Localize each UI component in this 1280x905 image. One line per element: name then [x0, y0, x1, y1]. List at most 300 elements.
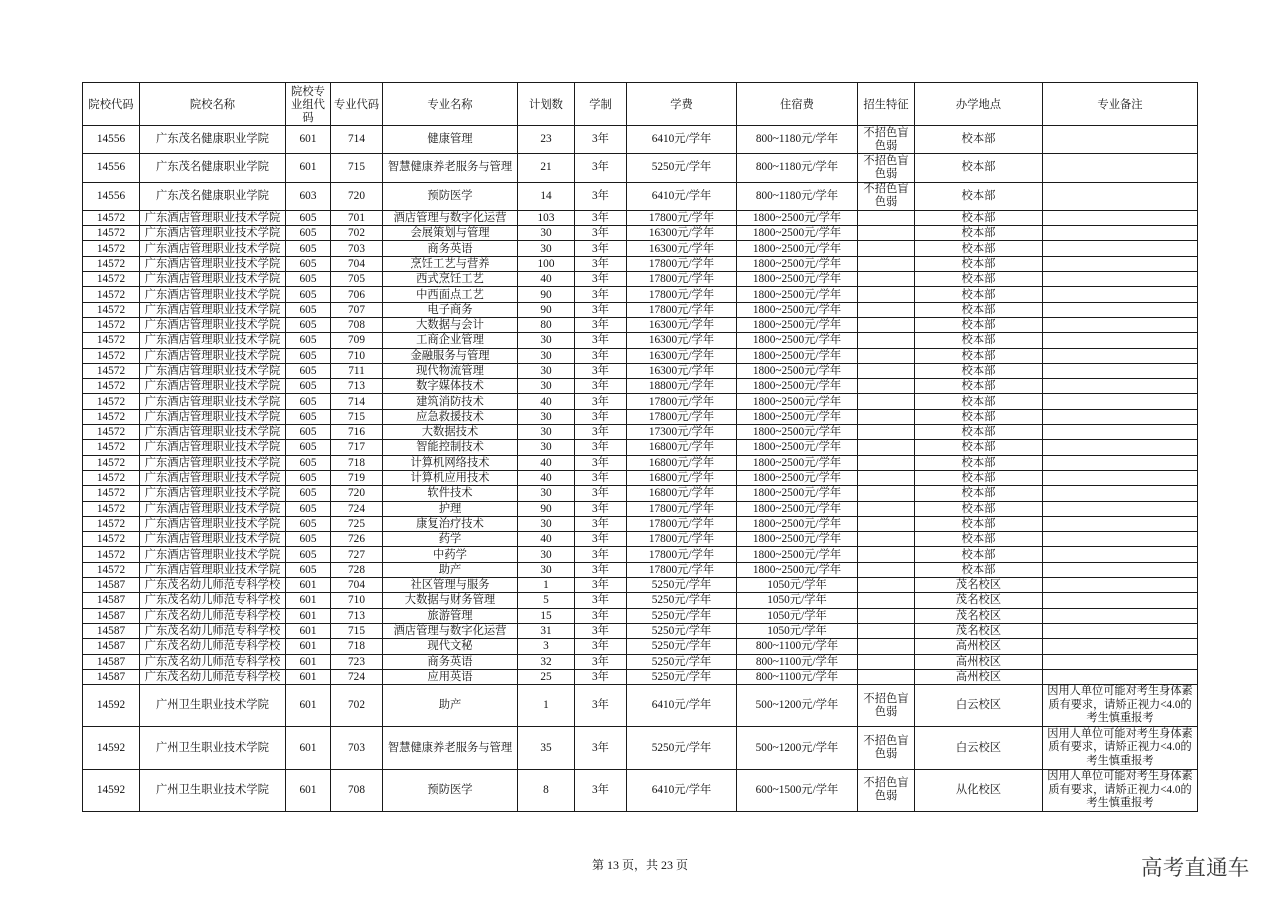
cell-remark [1043, 333, 1198, 348]
cell-tuition: 17800元/学年 [627, 562, 737, 577]
cell-plan-count: 30 [518, 547, 575, 562]
cell-plan-count: 3 [518, 639, 575, 654]
cell-duration: 3年 [575, 126, 627, 154]
cell-tuition: 17800元/学年 [627, 302, 737, 317]
cell-remark [1043, 409, 1198, 424]
cell-campus: 高州校区 [915, 654, 1043, 669]
cell-school-code: 14572 [83, 241, 140, 256]
cell-tuition: 6410元/学年 [627, 182, 737, 210]
cell-duration: 3年 [575, 302, 627, 317]
cell-enrollment-feature [858, 578, 915, 593]
cell-enrollment-feature [858, 516, 915, 531]
cell-school-name: 广东茂名幼儿师范专科学校 [140, 578, 286, 593]
cell-major-code: 724 [331, 501, 383, 516]
cell-enrollment-feature [858, 210, 915, 225]
table-row [83, 623, 1198, 638]
cell-school-name: 广东酒店管理职业技术学院 [140, 333, 286, 348]
cell-accommodation: 1800~2500元/学年 [737, 210, 858, 225]
table-row [83, 226, 1198, 241]
table-row [83, 272, 1198, 287]
cell-duration: 3年 [575, 685, 627, 727]
cell-major-code: 725 [331, 516, 383, 531]
cell-major-code: 702 [331, 685, 383, 727]
cell-school-name: 广东酒店管理职业技术学院 [140, 363, 286, 378]
cell-duration: 3年 [575, 639, 627, 654]
cell-group-code: 605 [286, 226, 331, 241]
cell-major-name: 现代文秘 [383, 639, 518, 654]
cell-enrollment-feature [858, 379, 915, 394]
cell-plan-count: 103 [518, 210, 575, 225]
cell-enrollment-feature [858, 562, 915, 577]
cell-school-code: 14572 [83, 256, 140, 271]
cell-plan-count: 90 [518, 501, 575, 516]
cell-accommodation: 1800~2500元/学年 [737, 501, 858, 516]
cell-group-code: 605 [286, 409, 331, 424]
cell-campus: 校本部 [915, 516, 1043, 531]
cell-accommodation: 1800~2500元/学年 [737, 409, 858, 424]
cell-plan-count: 8 [518, 769, 575, 811]
cell-tuition: 5250元/学年 [627, 654, 737, 669]
cell-major-code: 710 [331, 593, 383, 608]
cell-major-code: 714 [331, 126, 383, 154]
cell-remark [1043, 379, 1198, 394]
cell-duration: 3年 [575, 409, 627, 424]
cell-school-code: 14572 [83, 287, 140, 302]
cell-accommodation: 1800~2500元/学年 [737, 226, 858, 241]
cell-duration: 3年 [575, 578, 627, 593]
table-row [83, 639, 1198, 654]
cell-remark [1043, 126, 1198, 154]
cell-major-name: 应用英语 [383, 669, 518, 684]
page-number: 第 13 页，共 23 页 [591, 858, 688, 872]
cell-group-code: 605 [286, 455, 331, 470]
cell-duration: 3年 [575, 317, 627, 332]
cell-school-code: 14572 [83, 501, 140, 516]
cell-duration: 3年 [575, 348, 627, 363]
cell-accommodation: 1800~2500元/学年 [737, 562, 858, 577]
cell-major-code: 718 [331, 639, 383, 654]
table-row [83, 593, 1198, 608]
cell-school-code: 14587 [83, 639, 140, 654]
table-row [83, 578, 1198, 593]
cell-enrollment-feature [858, 302, 915, 317]
table-row [83, 532, 1198, 547]
cell-accommodation: 1800~2500元/学年 [737, 547, 858, 562]
cell-tuition: 18800元/学年 [627, 379, 737, 394]
cell-campus: 校本部 [915, 272, 1043, 287]
cell-tuition: 5250元/学年 [627, 727, 737, 769]
cell-tuition: 5250元/学年 [627, 669, 737, 684]
table-row [83, 348, 1198, 363]
cell-enrollment-feature: 不招色盲色弱 [858, 126, 915, 154]
cell-plan-count: 30 [518, 363, 575, 378]
header-accommodation: 住宿费 [737, 83, 858, 126]
cell-accommodation: 1050元/学年 [737, 593, 858, 608]
cell-plan-count: 30 [518, 562, 575, 577]
cell-school-name: 广东酒店管理职业技术学院 [140, 226, 286, 241]
cell-group-code: 601 [286, 727, 331, 769]
cell-enrollment-feature [858, 532, 915, 547]
cell-major-name: 智慧健康养老服务与管理 [383, 727, 518, 769]
cell-enrollment-feature [858, 425, 915, 440]
cell-plan-count: 21 [518, 154, 575, 182]
cell-remark [1043, 486, 1198, 501]
cell-school-name: 广东酒店管理职业技术学院 [140, 241, 286, 256]
table-row [83, 256, 1198, 271]
cell-major-name: 酒店管理与数字化运营 [383, 623, 518, 638]
cell-major-code: 711 [331, 363, 383, 378]
cell-major-name: 中药学 [383, 547, 518, 562]
cell-enrollment-feature [858, 623, 915, 638]
cell-accommodation: 600~1500元/学年 [737, 769, 858, 811]
cell-duration: 3年 [575, 154, 627, 182]
cell-group-code: 605 [286, 317, 331, 332]
cell-plan-count: 14 [518, 182, 575, 210]
cell-enrollment-feature [858, 547, 915, 562]
cell-enrollment-feature: 不招色盲色弱 [858, 727, 915, 769]
cell-major-name: 计算机应用技术 [383, 470, 518, 485]
cell-accommodation: 1800~2500元/学年 [737, 272, 858, 287]
cell-campus: 校本部 [915, 182, 1043, 210]
cell-tuition: 16800元/学年 [627, 486, 737, 501]
cell-enrollment-feature [858, 241, 915, 256]
cell-plan-count: 40 [518, 532, 575, 547]
cell-accommodation: 1800~2500元/学年 [737, 486, 858, 501]
cell-accommodation: 1800~2500元/学年 [737, 425, 858, 440]
cell-major-code: 723 [331, 654, 383, 669]
cell-remark [1043, 623, 1198, 638]
cell-school-name: 广东酒店管理职业技术学院 [140, 348, 286, 363]
cell-major-name: 预防医学 [383, 769, 518, 811]
cell-duration: 3年 [575, 455, 627, 470]
cell-major-name: 现代物流管理 [383, 363, 518, 378]
table-row [83, 126, 1198, 154]
cell-tuition: 16800元/学年 [627, 455, 737, 470]
table-row [83, 287, 1198, 302]
cell-plan-count: 90 [518, 287, 575, 302]
cell-campus: 校本部 [915, 302, 1043, 317]
cell-school-name: 广东酒店管理职业技术学院 [140, 501, 286, 516]
cell-plan-count: 30 [518, 379, 575, 394]
cell-accommodation: 800~1180元/学年 [737, 154, 858, 182]
cell-school-name: 广东酒店管理职业技术学院 [140, 379, 286, 394]
cell-duration: 3年 [575, 562, 627, 577]
cell-school-code: 14572 [83, 562, 140, 577]
cell-school-code: 14572 [83, 333, 140, 348]
cell-school-code: 14572 [83, 440, 140, 455]
cell-plan-count: 5 [518, 593, 575, 608]
cell-school-name: 广东茂名幼儿师范专科学校 [140, 639, 286, 654]
cell-group-code: 605 [286, 333, 331, 348]
cell-remark [1043, 302, 1198, 317]
cell-school-code: 14556 [83, 182, 140, 210]
cell-remark [1043, 182, 1198, 210]
cell-enrollment-feature [858, 226, 915, 241]
cell-enrollment-feature [858, 348, 915, 363]
cell-tuition: 16800元/学年 [627, 470, 737, 485]
cell-school-name: 广东酒店管理职业技术学院 [140, 409, 286, 424]
cell-major-name: 电子商务 [383, 302, 518, 317]
cell-plan-count: 40 [518, 394, 575, 409]
cell-school-code: 14587 [83, 669, 140, 684]
cell-school-code: 14572 [83, 210, 140, 225]
table-row [83, 317, 1198, 332]
cell-major-code: 720 [331, 182, 383, 210]
cell-major-code: 708 [331, 317, 383, 332]
cell-accommodation: 800~1100元/学年 [737, 639, 858, 654]
cell-campus: 校本部 [915, 287, 1043, 302]
cell-group-code: 605 [286, 256, 331, 271]
cell-group-code: 605 [286, 486, 331, 501]
header-duration: 学制 [575, 83, 627, 126]
cell-accommodation: 1050元/学年 [737, 578, 858, 593]
cell-plan-count: 25 [518, 669, 575, 684]
cell-tuition: 17800元/学年 [627, 501, 737, 516]
cell-school-name: 广东酒店管理职业技术学院 [140, 532, 286, 547]
cell-tuition: 6410元/学年 [627, 126, 737, 154]
cell-tuition: 17300元/学年 [627, 425, 737, 440]
cell-group-code: 605 [286, 562, 331, 577]
cell-campus: 校本部 [915, 425, 1043, 440]
cell-accommodation: 800~1180元/学年 [737, 126, 858, 154]
cell-major-name: 大数据与财务管理 [383, 593, 518, 608]
cell-remark [1043, 470, 1198, 485]
cell-plan-count: 30 [518, 516, 575, 531]
cell-remark [1043, 226, 1198, 241]
cell-group-code: 603 [286, 182, 331, 210]
cell-major-name: 金融服务与管理 [383, 348, 518, 363]
table-row [83, 654, 1198, 669]
cell-school-code: 14592 [83, 727, 140, 769]
cell-enrollment-feature [858, 486, 915, 501]
cell-school-name: 广东酒店管理职业技术学院 [140, 486, 286, 501]
table-row [83, 379, 1198, 394]
cell-enrollment-feature [858, 501, 915, 516]
cell-major-code: 715 [331, 409, 383, 424]
cell-plan-count: 30 [518, 241, 575, 256]
cell-duration: 3年 [575, 272, 627, 287]
cell-accommodation: 1800~2500元/学年 [737, 256, 858, 271]
cell-school-name: 广东酒店管理职业技术学院 [140, 547, 286, 562]
cell-school-name: 广东酒店管理职业技术学院 [140, 317, 286, 332]
cell-enrollment-feature [858, 272, 915, 287]
cell-remark [1043, 516, 1198, 531]
cell-group-code: 605 [286, 501, 331, 516]
cell-campus: 校本部 [915, 532, 1043, 547]
cell-campus: 茂名校区 [915, 608, 1043, 623]
cell-plan-count: 32 [518, 654, 575, 669]
cell-group-code: 601 [286, 608, 331, 623]
cell-group-code: 605 [286, 348, 331, 363]
cell-major-code: 704 [331, 578, 383, 593]
cell-plan-count: 30 [518, 440, 575, 455]
cell-enrollment-feature [858, 455, 915, 470]
cell-school-code: 14572 [83, 470, 140, 485]
header-group-code: 院校专业组代码 [286, 83, 331, 126]
table-row [83, 363, 1198, 378]
cell-accommodation: 800~1100元/学年 [737, 654, 858, 669]
cell-campus: 高州校区 [915, 639, 1043, 654]
cell-major-name: 社区管理与服务 [383, 578, 518, 593]
cell-campus: 校本部 [915, 348, 1043, 363]
cell-remark [1043, 287, 1198, 302]
cell-group-code: 601 [286, 685, 331, 727]
cell-duration: 3年 [575, 182, 627, 210]
cell-campus: 校本部 [915, 317, 1043, 332]
cell-group-code: 601 [286, 669, 331, 684]
table-row [83, 486, 1198, 501]
cell-remark: 因用人单位可能对考生身体素质有要求，请矫正视力<4.0的考生慎重报考 [1043, 685, 1198, 727]
cell-accommodation: 500~1200元/学年 [737, 727, 858, 769]
cell-remark [1043, 363, 1198, 378]
cell-remark [1043, 272, 1198, 287]
cell-accommodation: 1800~2500元/学年 [737, 379, 858, 394]
cell-enrollment-feature [858, 317, 915, 332]
cell-remark [1043, 241, 1198, 256]
cell-major-code: 726 [331, 532, 383, 547]
cell-enrollment-feature [858, 669, 915, 684]
cell-major-name: 建筑消防技术 [383, 394, 518, 409]
cell-duration: 3年 [575, 669, 627, 684]
cell-tuition: 6410元/学年 [627, 685, 737, 727]
cell-major-name: 数字媒体技术 [383, 379, 518, 394]
cell-duration: 3年 [575, 210, 627, 225]
cell-duration: 3年 [575, 593, 627, 608]
cell-school-name: 广东酒店管理职业技术学院 [140, 455, 286, 470]
cell-enrollment-feature [858, 409, 915, 424]
cell-school-code: 14572 [83, 272, 140, 287]
table-row [83, 501, 1198, 516]
cell-school-name: 广东酒店管理职业技术学院 [140, 302, 286, 317]
cell-remark [1043, 593, 1198, 608]
table-row [83, 470, 1198, 485]
cell-plan-count: 31 [518, 623, 575, 638]
table-row [83, 547, 1198, 562]
cell-major-name: 工商企业管理 [383, 333, 518, 348]
cell-plan-count: 30 [518, 333, 575, 348]
cell-major-name: 商务英语 [383, 241, 518, 256]
cell-group-code: 605 [286, 302, 331, 317]
cell-campus: 校本部 [915, 210, 1043, 225]
cell-school-name: 广东酒店管理职业技术学院 [140, 516, 286, 531]
cell-group-code: 601 [286, 623, 331, 638]
cell-major-code: 727 [331, 547, 383, 562]
cell-remark [1043, 608, 1198, 623]
header-major-code: 专业代码 [331, 83, 383, 126]
cell-school-code: 14572 [83, 516, 140, 531]
cell-duration: 3年 [575, 623, 627, 638]
cell-accommodation: 1800~2500元/学年 [737, 516, 858, 531]
cell-school-code: 14592 [83, 685, 140, 727]
cell-school-code: 14572 [83, 425, 140, 440]
cell-tuition: 17800元/学年 [627, 547, 737, 562]
cell-plan-count: 40 [518, 470, 575, 485]
cell-accommodation: 1800~2500元/学年 [737, 532, 858, 547]
cell-enrollment-feature [858, 440, 915, 455]
cell-school-code: 14587 [83, 593, 140, 608]
cell-major-name: 预防医学 [383, 182, 518, 210]
watermark: 高考直通车 [1141, 856, 1250, 881]
cell-remark [1043, 501, 1198, 516]
cell-duration: 3年 [575, 333, 627, 348]
cell-school-name: 广东茂名健康职业学院 [140, 154, 286, 182]
cell-campus: 茂名校区 [915, 593, 1043, 608]
cell-school-code: 14587 [83, 608, 140, 623]
cell-major-name: 中西面点工艺 [383, 287, 518, 302]
header-school-code: 院校代码 [83, 83, 140, 126]
cell-group-code: 605 [286, 470, 331, 485]
table-row [83, 455, 1198, 470]
cell-plan-count: 100 [518, 256, 575, 271]
cell-major-name: 健康管理 [383, 126, 518, 154]
cell-plan-count: 15 [518, 608, 575, 623]
cell-major-name: 护理 [383, 501, 518, 516]
cell-major-code: 718 [331, 455, 383, 470]
cell-major-name: 烹饪工艺与营养 [383, 256, 518, 271]
cell-accommodation: 1800~2500元/学年 [737, 287, 858, 302]
cell-accommodation: 500~1200元/学年 [737, 685, 858, 727]
cell-enrollment-feature: 不招色盲色弱 [858, 685, 915, 727]
cell-remark [1043, 654, 1198, 669]
cell-duration: 3年 [575, 654, 627, 669]
cell-school-name: 广东茂名幼儿师范专科学校 [140, 654, 286, 669]
cell-tuition: 5250元/学年 [627, 154, 737, 182]
cell-major-name: 西式烹饪工艺 [383, 272, 518, 287]
cell-remark [1043, 639, 1198, 654]
cell-major-code: 715 [331, 154, 383, 182]
cell-duration: 3年 [575, 516, 627, 531]
cell-major-name: 计算机网络技术 [383, 455, 518, 470]
cell-campus: 校本部 [915, 226, 1043, 241]
cell-tuition: 17800元/学年 [627, 287, 737, 302]
cell-duration: 3年 [575, 394, 627, 409]
cell-accommodation: 1800~2500元/学年 [737, 440, 858, 455]
cell-school-name: 广东酒店管理职业技术学院 [140, 272, 286, 287]
cell-school-name: 广东茂名幼儿师范专科学校 [140, 623, 286, 638]
cell-duration: 3年 [575, 532, 627, 547]
cell-school-name: 广东酒店管理职业技术学院 [140, 470, 286, 485]
cell-plan-count: 30 [518, 486, 575, 501]
cell-school-code: 14556 [83, 154, 140, 182]
cell-remark [1043, 562, 1198, 577]
cell-major-code: 701 [331, 210, 383, 225]
cell-campus: 校本部 [915, 470, 1043, 485]
table-row [83, 516, 1198, 531]
table-row [83, 182, 1198, 210]
cell-school-code: 14572 [83, 547, 140, 562]
cell-major-name: 酒店管理与数字化运营 [383, 210, 518, 225]
cell-group-code: 605 [286, 241, 331, 256]
cell-major-code: 706 [331, 287, 383, 302]
table-row [83, 562, 1198, 577]
cell-school-code: 14592 [83, 769, 140, 811]
cell-school-code: 14587 [83, 654, 140, 669]
cell-tuition: 17800元/学年 [627, 272, 737, 287]
cell-enrollment-feature [858, 287, 915, 302]
cell-school-code: 14572 [83, 379, 140, 394]
cell-remark [1043, 455, 1198, 470]
cell-major-name: 康复治疗技术 [383, 516, 518, 531]
cell-enrollment-feature [858, 394, 915, 409]
cell-major-code: 724 [331, 669, 383, 684]
cell-major-name: 大数据与会计 [383, 317, 518, 332]
table-row [83, 608, 1198, 623]
cell-tuition: 6410元/学年 [627, 769, 737, 811]
cell-school-code: 14572 [83, 394, 140, 409]
cell-tuition: 17800元/学年 [627, 210, 737, 225]
header-tuition: 学费 [627, 83, 737, 126]
cell-school-code: 14572 [83, 409, 140, 424]
